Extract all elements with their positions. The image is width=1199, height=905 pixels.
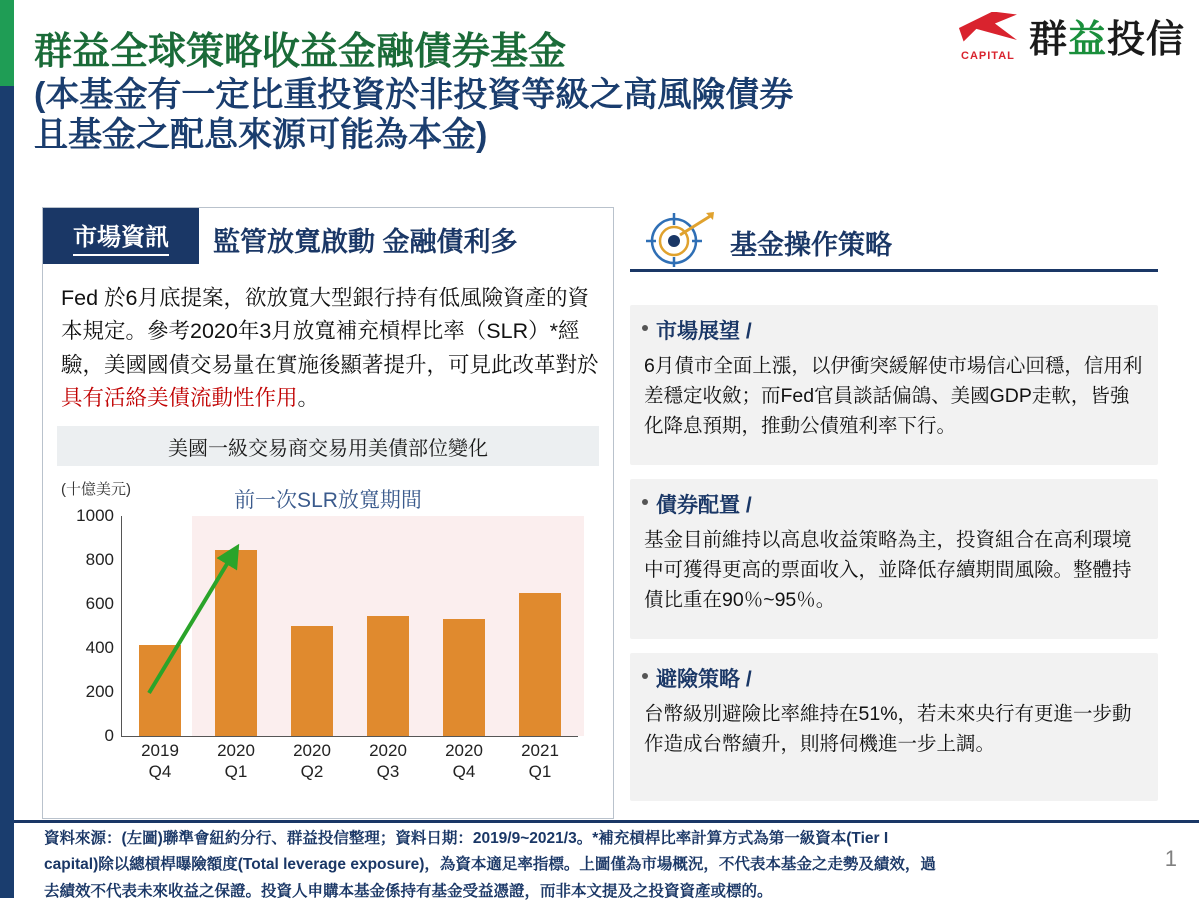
page-number: 1 [1164, 846, 1177, 871]
footer-line-1: 資料來源：(左圖)聯準會紐約分行、群益投信整理；資料日期：2019/9~2021/3。*補充槓桿比率計算方式為第一級資本(Tier I [44, 830, 889, 847]
market-info-badge-label: 市場資訊 [73, 217, 169, 256]
chart-bar [519, 593, 561, 736]
chart-y-tick: 1000 [76, 506, 114, 525]
strategy-card-text: 6月債市全面上漲，以伊衝突緩解使市場信心回穩，信用利差穩定收斂；而Fed官員談話偏鴿、美國GDP走軟，皆強化降息預期，推動公債殖利率下行。 [644, 355, 1143, 438]
bullet-icon [642, 499, 648, 505]
page-title-line2: (本基金有一定比重投資於非投資等級之高風險債券 [34, 75, 794, 114]
footer-line-2: capital)除以總槓桿曝險額度(Total leverage exposure)，為資本適足率指標。上圖僅為市場概況，不代表本基金之走勢及績效，過 [44, 856, 936, 874]
fund-strategy-panel [630, 207, 1158, 817]
strategy-card-hedging [630, 653, 1158, 801]
left-spine-blue [0, 86, 14, 898]
page-title-line3: 且基金之配息來源可能為本金) [34, 115, 488, 154]
target-icon [640, 211, 718, 269]
chart-x-label: 2020 Q2 [293, 741, 331, 782]
page-title [34, 30, 1104, 155]
market-info-body-part1: Fed 於6月底提案，欲放寬大型銀行持有低風險資產的資本規定。參考2020年3月放寬補充槓桿比率（SLR）*經驗，美國國債交易量在實施後顯著提升，可見此改革對於 [61, 286, 599, 377]
left-spine-green [0, 0, 14, 86]
footer-line-3: 去績效不代表未來收益之保證。投資人申購本基金係持有基金受益憑證，而非本文提及之投資資產或標的。 [44, 882, 773, 900]
chart-y-tick: 200 [85, 682, 114, 701]
chart-y-tick: 600 [85, 594, 114, 613]
fund-strategy-heading: 基金操作策略 [730, 230, 892, 260]
strategy-card-title: 避險策略 / [656, 668, 752, 691]
market-info-heading: 監管放寬啟動 金融債利多 [213, 227, 518, 257]
market-info-panel [42, 207, 614, 819]
strategy-card-market-outlook [630, 305, 1158, 465]
chart-y-tick: 800 [85, 550, 114, 569]
market-info-body-highlight: 具有活絡美債流動性作用 [61, 385, 298, 410]
logo-cn-text: 群益投信 [1028, 19, 1185, 61]
market-info-body [61, 282, 599, 415]
chart-caption: 美國一級交易商交易用美債部位變化 [57, 426, 599, 466]
chart-y-tick: 0 [104, 726, 114, 745]
bullet-icon [642, 325, 648, 331]
chart-x-label: 2020 Q3 [369, 741, 407, 782]
strategy-card-title: 市場展望 / [656, 320, 752, 343]
strategy-card-title: 債券配置 / [656, 494, 752, 517]
chart-x-label: 2020 Q1 [217, 741, 255, 782]
logo-en-text: CAPITAL [961, 49, 1015, 62]
chart-bar [139, 645, 181, 736]
chart-plot-area [76, 506, 578, 782]
chart-x-label: 2019 Q4 [141, 741, 179, 782]
chart-bar [291, 626, 333, 736]
strategy-card-bond-allocation [630, 479, 1158, 639]
chart-bar [215, 550, 257, 736]
bar-chart [57, 478, 599, 808]
market-info-body-part2: 。 [297, 385, 320, 410]
chart-unit-label: (十億美元) [61, 481, 131, 498]
page-title-line1: 群益全球策略收益金融債券基金 [34, 31, 567, 73]
chart-title: 前一次SLR放寬期間 [234, 489, 422, 512]
fund-strategy-rule [630, 269, 1158, 272]
footer-disclaimer [44, 826, 1134, 905]
strategy-card-text: 台幣級別避險比率維持在51%，若未來央行有更進一步動作造成台幣續升，則將伺機進一步上調。 [644, 703, 1132, 756]
market-info-badge [43, 208, 199, 264]
chart-x-label: 2021 Q1 [521, 741, 559, 782]
footer-divider [14, 820, 1199, 823]
chart-bar [443, 619, 485, 736]
bullet-icon [642, 673, 648, 679]
chart-x-label: 2020 Q4 [445, 741, 483, 782]
chart-bar [367, 616, 409, 736]
chart-y-tick: 400 [85, 638, 114, 657]
strategy-card-text: 基金目前維持以高息收益策略為主，投資組合在高利環境中可獲得更高的票面收入，並降低存續期間風險。整體持債比重在90％~95％。 [644, 529, 1132, 612]
